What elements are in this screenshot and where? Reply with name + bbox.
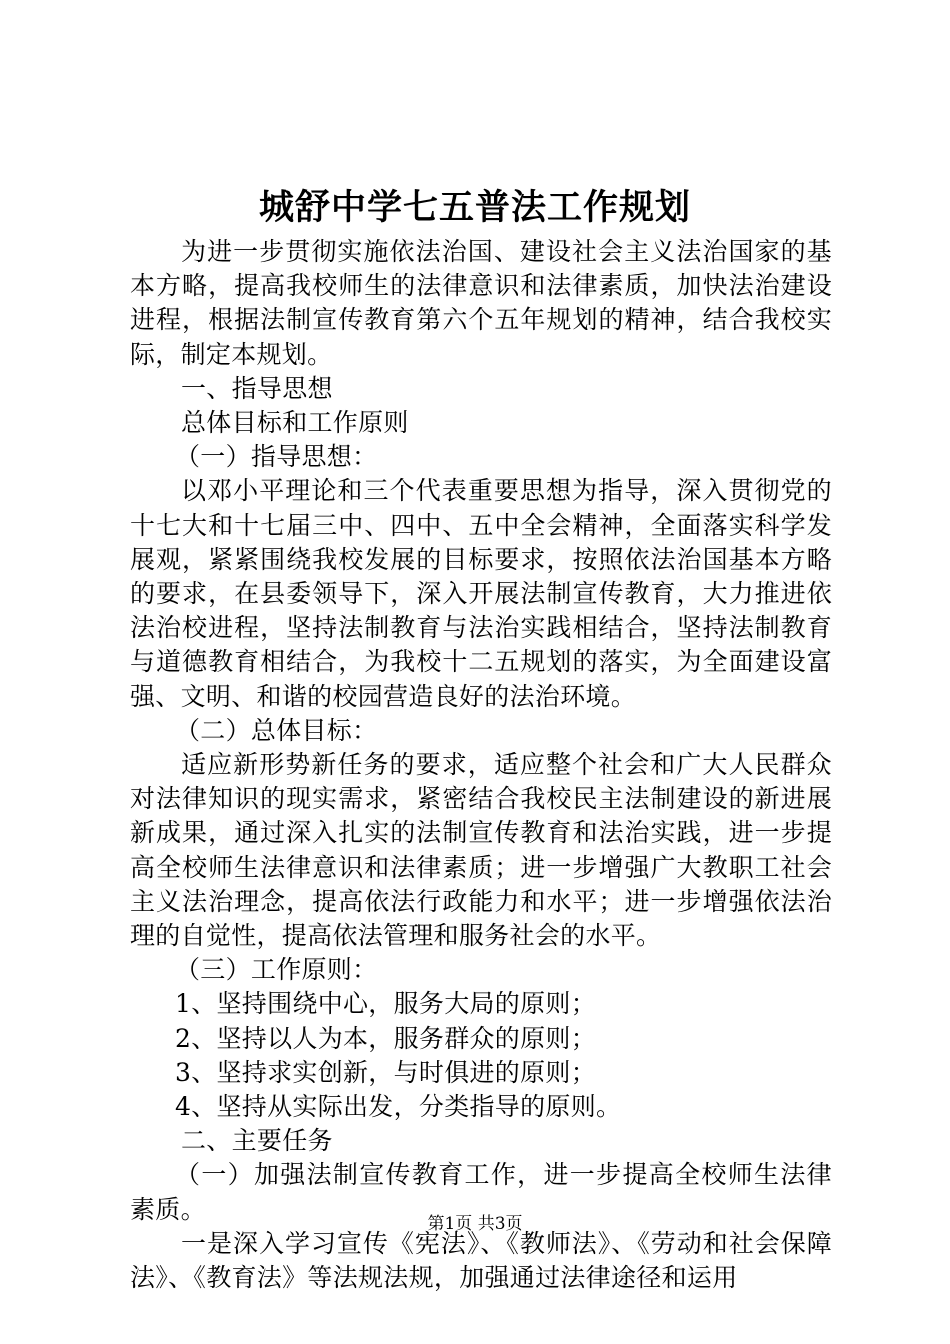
paragraph-overall-goal: 适应新形势新任务的要求，适应整个社会和广大人民群众对法律知识的现实需求，紧密结合我校民主法制建设的新进展新成果，通过深入扎实的法制宣传教育和法治实践，进一步提高全校师生法律意识和法律素质；进一步增强广大教职工社会主义法治理念，提高依法行政能力和水平；进一步增强依法治理的自觉性，提高依法管理和服务社会的水平。 xyxy=(130,750,832,951)
page-footer: 第1页 共3页 xyxy=(427,1214,523,1234)
principle-item: 4、坚持从实际出发，分类指导的原则。 xyxy=(175,1092,622,1122)
paragraph-guiding-thought: 以邓小平理论和三个代表重要思想为指导，深入贯彻党的十七大和十七届三中、四中、五中全会精神，全面落实科学发展观，紧紧围绕我校发展的目标要求，按照依法治国基本方略的要求，在县委领导下，深入开展法制宣传教育，大力推进依法治校进程，坚持法制教育与法治实践相结合，坚持法制教育与道德教育相结合，为我校十二五规划的落实，为全面建设富强、文明、和谐的校园营造良好的法治环境。 xyxy=(130,476,832,711)
principle-item: 1、坚持围绕中心，服务大局的原则； xyxy=(175,989,597,1019)
principle-item: 2、坚持以人为本，服务群众的原则； xyxy=(175,1023,597,1053)
subheading-work-principles: （三）工作原则： xyxy=(175,955,378,985)
document-body xyxy=(130,235,832,1295)
heading-overall-goals: 总体目标和工作原则 xyxy=(181,408,409,438)
subheading-overall-goal: （二）总体目标： xyxy=(175,715,378,745)
subheading-task-one: （一）加强法制宣传教育工作，进一步提高全校师生法律素质。 xyxy=(130,1160,832,1224)
document-title: 城舒中学七五普法工作规划 xyxy=(258,187,691,228)
paragraph-intro: 为进一步贯彻实施依法治国、建设社会主义法治国家的基本方略，提高我校师生的法律意识和法律素质，加快法治建设进程，根据法制宣传教育第六个五年规划的精神，结合我校实际，制定本规划。 xyxy=(130,237,832,369)
paragraph-task-one: 一是深入学习宣传《宪法》、《教师法》、《劳动和社会保障法》、《教育法》等法规法规，加强通过法律途径和运用 xyxy=(130,1228,832,1293)
heading-guiding-thought: 一、指导思想 xyxy=(181,373,333,403)
subheading-guiding-thought: （一）指导思想： xyxy=(175,442,378,472)
principle-item: 3、坚持求实创新，与时俱进的原则； xyxy=(175,1057,597,1087)
heading-main-tasks: 二、主要任务 xyxy=(181,1126,333,1156)
